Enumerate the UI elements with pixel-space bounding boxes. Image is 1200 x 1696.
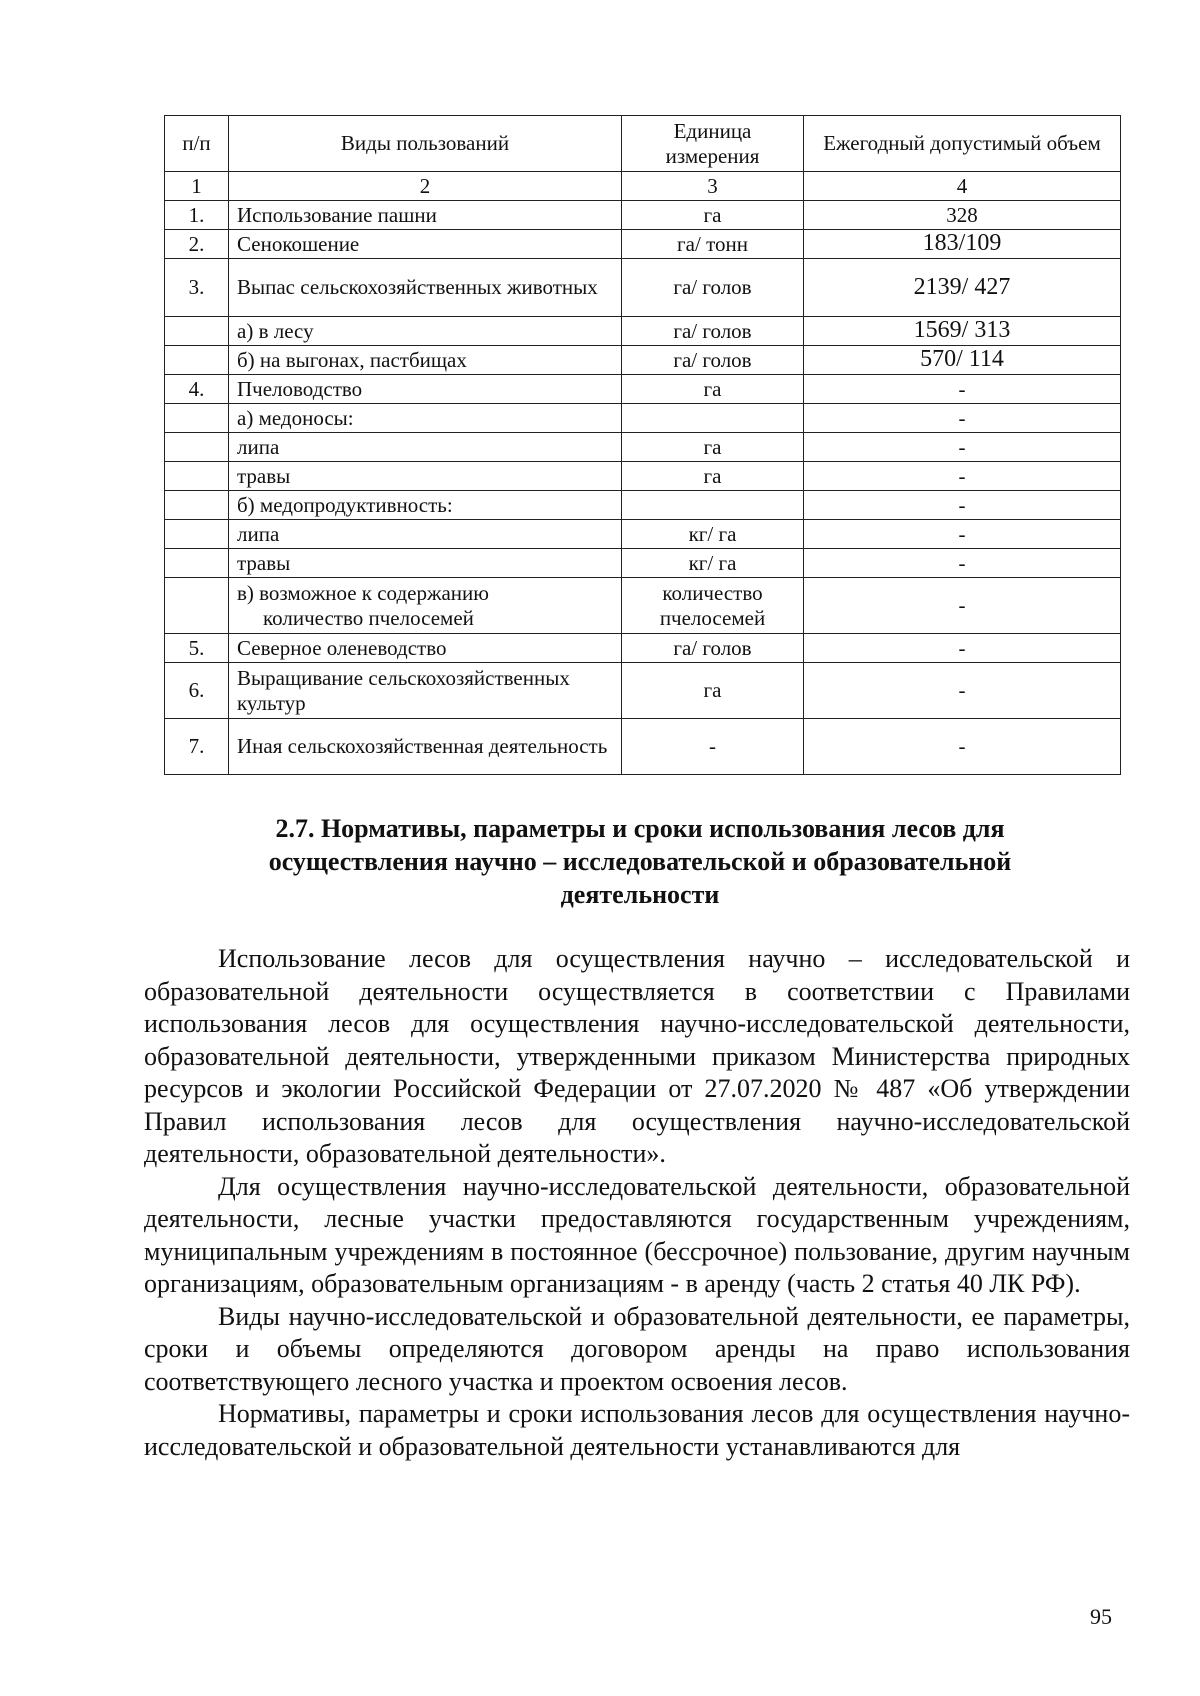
row-num: 7. [165, 719, 229, 775]
header-num: п/п [165, 116, 229, 172]
row-unit-line: количество [662, 581, 763, 606]
row-name: б) медопродуктивность: [229, 491, 622, 520]
row-unit: га [622, 462, 804, 491]
table-row [165, 491, 1121, 520]
row-name: а) в лесу [229, 317, 622, 346]
row-volume: - [804, 634, 1121, 663]
row-unit: га/ голов [622, 259, 804, 317]
paragraph: Нормативы, параметры и сроки использования лесов для осуществления научно-исследовательской и образовательной деятельности устанавливаются для [144, 1399, 1130, 1461]
row-unit [622, 578, 804, 634]
body-text [144, 943, 1130, 1463]
row-num [165, 462, 229, 491]
row-name: липа [229, 433, 622, 462]
row-name: Выпас сельскохозяйственных животных [229, 259, 622, 317]
row-unit: кг/ га [622, 549, 804, 578]
row-name: травы [229, 462, 622, 491]
page-number: 95 [1090, 1604, 1112, 1629]
row-num: 2. [165, 230, 229, 259]
row-name: липа [229, 520, 622, 549]
row-volume: - [804, 404, 1121, 433]
row-name-line: количество пчелосемей [263, 605, 474, 630]
table-numbering-row [165, 172, 1121, 201]
forest-use-table [164, 115, 1121, 775]
paragraph: Виды научно-исследовательской и образовательной деятельности, ее параметры, сроки и объемы определяются договором аренды на право использования соответствующего лесного участка и проектом освоения лесов. [144, 1301, 1130, 1396]
row-volume: - [804, 520, 1121, 549]
column-number: 3 [622, 172, 804, 201]
table-row [165, 663, 1121, 719]
column-number: 2 [229, 172, 622, 201]
row-num [165, 491, 229, 520]
row-unit: кг/ га [622, 520, 804, 549]
row-volume: 2139/ 427 [804, 259, 1121, 317]
header-unit: Единица измерения [622, 116, 804, 172]
row-num: 1. [165, 201, 229, 230]
table-row [165, 578, 1121, 634]
row-num [165, 433, 229, 462]
table-row [165, 462, 1121, 491]
row-num [165, 549, 229, 578]
row-num [165, 578, 229, 634]
row-num [165, 317, 229, 346]
table-row [165, 520, 1121, 549]
table-row [165, 433, 1121, 462]
table-row [165, 317, 1121, 346]
row-name: б) на выгонах, пастбищах [229, 346, 622, 375]
row-unit: га/ голов [622, 346, 804, 375]
row-name: Иная сельскохозяйственная деятельность [229, 719, 622, 775]
header-use-type: Виды пользований [229, 116, 622, 172]
row-volume: - [804, 375, 1121, 404]
row-name: Выращивание сельскохозяйственных культур [229, 663, 622, 719]
row-name: Использование пашни [229, 201, 622, 230]
row-num: 6. [165, 663, 229, 719]
paragraph: Для осуществления научно-исследовательской деятельности, образовательной деятельности, лесные участки предоставляются государственным учреждениям, муниципальным учреждениям в постоянное (бессрочное) пользование, другим научным организациям, образовательным организациям - в аренду (часть 2 статья 40 ЛК РФ). [144, 1171, 1130, 1298]
table-row [165, 634, 1121, 663]
paragraph: Использование лесов для осуществления научно – исследовательской и образовательной деятельности осуществляется в соответствии с Правилами использования лесов для осуществления научно-исследовательской деятельности, образовательной деятельности, утвержденными приказом Министерства природных ресурсов и экологии Российской Федерации от 27.07.2020 № 487 «Об утверждении Правил использования лесов для осуществления научно-исследовательской деятельности, образовательной деятельности». [144, 944, 1130, 1168]
row-name [229, 578, 622, 634]
row-num: 5. [165, 634, 229, 663]
table-row [165, 375, 1121, 404]
row-volume: - [804, 433, 1121, 462]
header-volume: Ежегодный допустимый объем [804, 116, 1121, 172]
row-volume: 570/ 114 [804, 346, 1121, 375]
table-header-row [165, 116, 1121, 172]
table-row [165, 346, 1121, 375]
row-unit: га [622, 201, 804, 230]
section-heading: 2.7. Нормативы, параметры и сроки использования лесов для осуществления научно – исследовательской и образовательной деятельности [268, 814, 1012, 909]
row-volume: 1569/ 313 [804, 317, 1121, 346]
table-row [165, 404, 1121, 433]
row-name: а) медоносы: [229, 404, 622, 433]
row-volume: 183/109 [804, 230, 1121, 259]
row-unit-line: пчелосемей [659, 605, 766, 630]
row-unit: га/ голов [622, 317, 804, 346]
row-volume: - [804, 663, 1121, 719]
row-num [165, 346, 229, 375]
column-number: 1 [165, 172, 229, 201]
row-name-line: в) возможное к содержанию [237, 581, 489, 606]
row-volume: - [804, 719, 1121, 775]
row-unit [622, 404, 804, 433]
row-name: травы [229, 549, 622, 578]
column-number: 4 [804, 172, 1121, 201]
table-row [165, 549, 1121, 578]
row-unit: га/ тонн [622, 230, 804, 259]
row-volume: - [804, 578, 1121, 634]
row-unit: - [622, 719, 804, 775]
row-num [165, 520, 229, 549]
table-row [165, 201, 1121, 230]
row-unit: га/ голов [622, 634, 804, 663]
row-num: 4. [165, 375, 229, 404]
row-volume: 328 [804, 201, 1121, 230]
row-volume: - [804, 549, 1121, 578]
table-row [165, 230, 1121, 259]
row-volume: - [804, 462, 1121, 491]
row-name: Пчеловодство [229, 375, 622, 404]
row-name: Северное оленеводство [229, 634, 622, 663]
row-num [165, 404, 229, 433]
row-unit [622, 491, 804, 520]
row-num: 3. [165, 259, 229, 317]
table-row [165, 719, 1121, 775]
row-volume: - [804, 491, 1121, 520]
row-name: Сенокошение [229, 230, 622, 259]
row-unit: га [622, 663, 804, 719]
row-unit: га [622, 433, 804, 462]
row-unit: га [622, 375, 804, 404]
table-row [165, 259, 1121, 317]
